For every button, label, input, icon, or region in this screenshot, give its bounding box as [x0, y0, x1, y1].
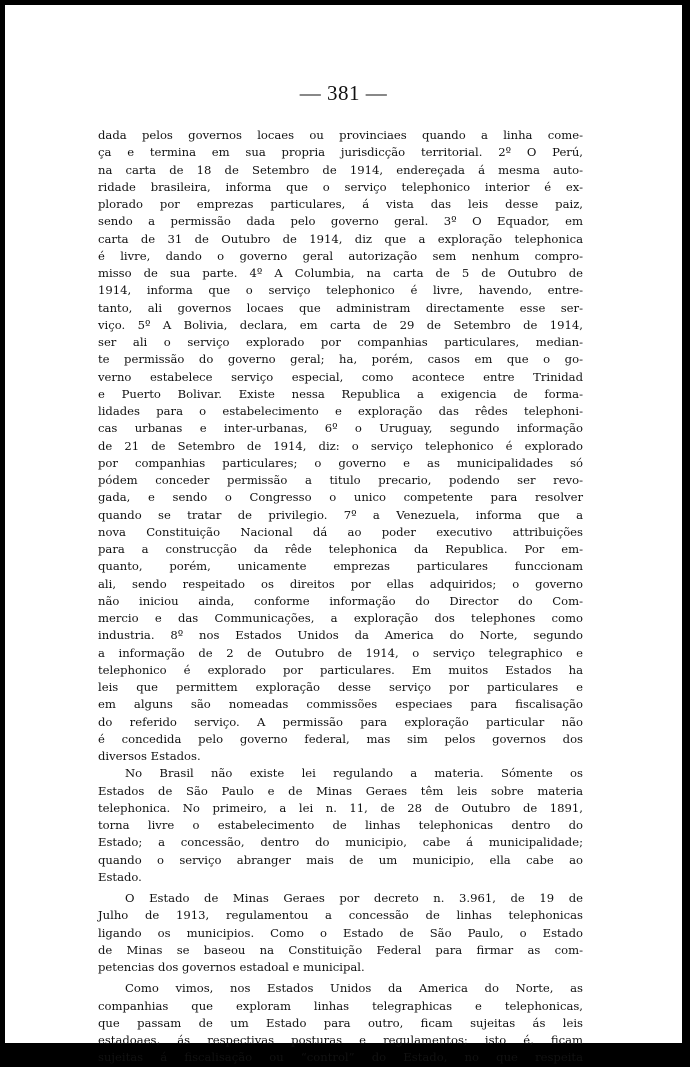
text-line: te permissão do governo geral; ha, porém, casos em que o go-	[98, 352, 583, 367]
text-line: ça e termina em sua propria jurisdicção territorial. 2º O Perú,	[98, 145, 583, 160]
text-line: de 21 de Setembro de 1914, diz: o serviço telephonico é explorado	[98, 438, 583, 453]
text-line: No Brasil não existe lei regulando a materia. Sómente os	[125, 766, 583, 781]
text-line: leis que permittem exploração desse serviço por particulares e	[98, 680, 583, 694]
text-line: viço. 5º A Bolivia, declara, em carta de 29 de Setembro de 1914,	[98, 317, 583, 332]
text-line: ligando os municipios. Como o Estado de São Paulo, o Estado	[98, 925, 583, 940]
document-page	[5, 5, 682, 1065]
text-line: plorado por emprezas particulares, á vista das leis desse paiz,	[98, 197, 583, 211]
text-line: sujeitas á fiscalisação ou “control” do Estado, no que respeita	[98, 1050, 583, 1065]
text-line: em alguns são nomeadas commissões especiaes para fiscalisação	[98, 697, 583, 712]
text-line: Estados de São Paulo e de Minas Geraes têm leis sobre materia	[98, 783, 583, 798]
text-line: 1914, informa que o serviço telephonico é livre, havendo, entre-	[98, 283, 583, 298]
text-line: para a construcção da rêde telephonica da Republica. Por em-	[98, 542, 583, 556]
text-line: Estado.	[98, 869, 142, 884]
text-line: nova Constituição Nacional dá ao poder executivo attribuições	[98, 524, 583, 539]
text-line: torna livre o estabelecimento de linhas telephonicas dentro do	[98, 818, 583, 832]
text-line: carta de 31 de Outubro de 1914, diz que a exploração telephonica	[98, 231, 583, 246]
text-line: e Puerto Bolivar. Existe nessa Republica a exigencia de forma-	[98, 386, 583, 401]
text-line: tanto, ali governos locaes que administram directamente esse ser-	[98, 300, 583, 315]
text-line: quando se tratar de privilegio. 7º a Venezuela, informa que a	[98, 507, 583, 522]
text-line: companhias que exploram linhas telegraphicas e telephonicas,	[98, 998, 583, 1013]
text-line: não iniciou ainda, conforme informação do Director do Com-	[98, 593, 583, 608]
text-line: estadoaes, ás respectivas posturas e regulamentos; isto é, ficam	[98, 1033, 583, 1047]
text-line: ali, sendo respeitado os direitos por ellas adquiridos; o governo	[98, 576, 583, 591]
text-line: por companhias particulares; o governo e as municipalidades só	[98, 455, 583, 470]
text-line: diversos Estados.	[98, 749, 201, 763]
text-line: verno estabelece serviço especial, como acontece entre Trinidad	[98, 369, 583, 384]
text-line: sendo a permissão dada pelo governo geral. 3º O Equador, em	[98, 214, 583, 229]
text-line: mercio e das Communicações, a exploração dos telephones como	[98, 611, 583, 625]
text-line: quanto, porém, unicamente emprezas particulares funccionam	[98, 559, 583, 574]
text-line: quando o serviço abranger mais de um municipio, ella cabe ao	[98, 852, 583, 867]
text-line: do referido serviço. A permissão para exploração particular não	[98, 714, 583, 729]
body-text	[98, 127, 583, 1067]
text-line: industria. 8º nos Estados Unidos da America do Norte, segundo	[98, 628, 583, 643]
text-line: dada pelos governos locaes ou provinciaes quando a linha come-	[98, 128, 583, 142]
text-line: telephonico é explorado por particulares. Em muitos Estados ha	[98, 662, 583, 677]
text-line: é concedida pelo governo federal, mas sim pelos governos dos	[98, 731, 583, 746]
text-line: cas urbanas e inter-urbanas, 6º o Uruguay, segundo informação	[98, 421, 583, 436]
text-line: ser ali o serviço explorado por companhias particulares, median-	[98, 335, 583, 349]
text-line: Julho de 1913, regulamentou a concessão de linhas telephonicas	[98, 908, 583, 923]
text-line: ridade brasileira, informa que o serviço telephonico interior é ex-	[98, 179, 583, 194]
page-number: — 381 —	[299, 81, 388, 105]
text-line: na carta de 18 de Setembro de 1914, endereçada á mesma auto-	[98, 162, 583, 177]
text-line: Como vimos, nos Estados Unidos da America do Norte, as	[125, 981, 583, 996]
text-line: é livre, dando o governo geral autorização sem nenhum compro-	[98, 248, 583, 263]
text-line: O Estado de Minas Geraes por decreto n. 3.961, de 19 de	[125, 891, 583, 905]
text-line: que passam de um Estado para outro, ficam sujeitas ás leis	[98, 1015, 583, 1030]
text-line: petencias dos governos estadoal e municipal.	[98, 960, 365, 974]
text-line: gada, e sendo o Congresso o unico competente para resolver	[98, 490, 583, 505]
text-line: Estado; a concessão, dentro do municipio, cabe á municipalidade;	[98, 835, 583, 850]
text-line: de Minas se baseou na Constituição Federal para firmar as com-	[98, 942, 583, 957]
text-line: misso de sua parte. 4º A Columbia, na carta de 5 de Outubro de	[98, 266, 583, 280]
text-line: pódem conceder permissão a titulo precario, podendo ser revo-	[98, 473, 583, 487]
text-line: telephonica. No primeiro, a lei n. 11, de 28 de Outubro de 1891,	[98, 800, 583, 815]
text-line: a informação de 2 de Outubro de 1914, o serviço telegraphico e	[98, 645, 583, 660]
text-line: lidades para o estabelecimento e exploração das rêdes telephoni-	[98, 404, 583, 418]
